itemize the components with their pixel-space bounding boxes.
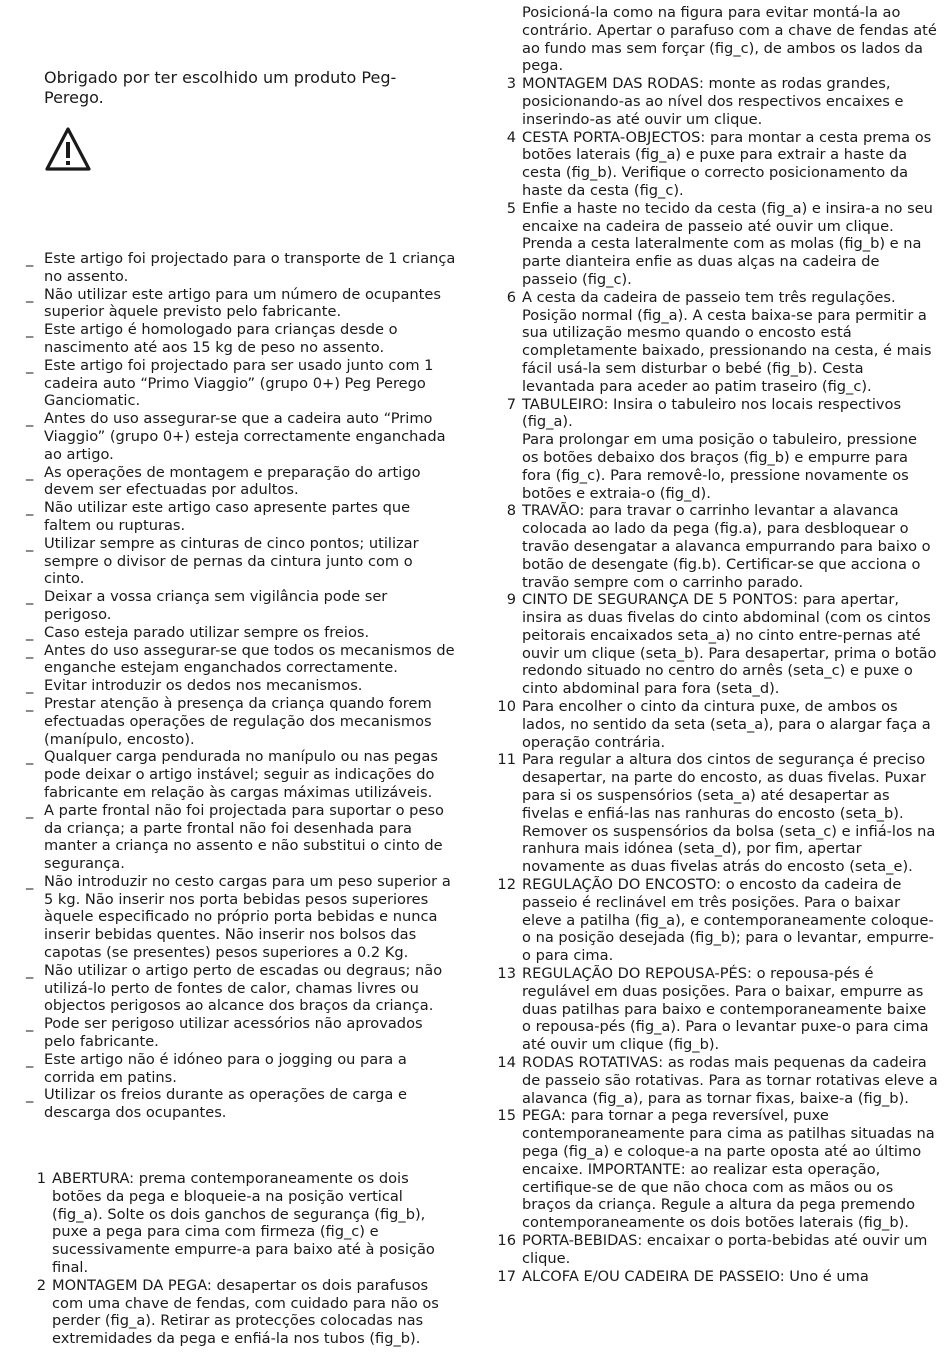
warning-item (26, 802, 456, 873)
step-number: 3 (506, 75, 516, 93)
left-column (26, 68, 456, 1348)
bullet-dash: _ (26, 499, 34, 517)
step-text: Para encolher o cinto da cintura puxe, de ambos os lados, no sentido da seta (seta_a), para o alargar faça a operação contrária. (522, 698, 931, 751)
step-item (496, 396, 938, 503)
bullet-dash: _ (26, 1015, 34, 1033)
warning-item (26, 1051, 456, 1087)
step-text: ABERTURA: prema contemporaneamente os dois botões da pega e bloqueie-a na posição vertical (fig_a). Solte os dois ganchos de segurança (fig_b), puxe a pega para cima com firmeza (fig_c) e sucessivamente empurre-a para baixo até à posição final. (52, 1170, 435, 1277)
warning-text: Este artigo foi projectado para ser usado junto com 1 cadeira auto “Primo Viaggio” (grupo 0+) Peg Perego Ganciomatic. (44, 356, 434, 410)
warning-item (26, 642, 456, 678)
warning-item (26, 410, 456, 463)
step-item (496, 965, 938, 1054)
step-item (496, 1268, 938, 1286)
step-number: 17 (497, 1267, 516, 1285)
bullet-dash: _ (26, 588, 34, 606)
warning-item (26, 962, 456, 1015)
steps-list-right (496, 4, 938, 75)
warning-item (26, 250, 456, 286)
warning-text: Evitar introduzir os dedos nos mecanismos. (44, 677, 363, 695)
bullet-dash: _ (26, 623, 34, 641)
step-continuation: Posicioná-la como na figura para evitar montá-la ao contrário. Apertar o parafuso com a chave de fendas até ao fundo mas sem forçar (fig_c), de ambos os lados da pega. (522, 4, 937, 75)
warning-item (26, 677, 456, 695)
step-item (496, 698, 938, 751)
bullet-dash: _ (26, 694, 34, 712)
warning-text: Este artigo é homologado para crianças desde o nascimento até aos 15 kg de peso no assento. (44, 321, 398, 356)
warning-text: As operações de montagem e preparação do artigo devem ser efectuadas por adultos. (44, 463, 421, 499)
warning-item (26, 1015, 456, 1051)
warning-text: Não utilizar este artigo caso apresente partes que faltem ou rupturas. (44, 499, 411, 534)
step-text: PORTA-BEBIDAS: encaixar o porta-bebidas até ouvir um clique. (522, 1231, 928, 1267)
warning-text: Antes do uso assegurar-se que a cadeira auto “Primo Viaggio” (grupo 0+) esteja correctamente enganchada ao artigo. (44, 410, 446, 463)
warning-text: Antes do uso assegurar-se que todos os mecanismos de enganche estejam enganchados correctamente. (44, 641, 455, 677)
warning-item (26, 748, 456, 801)
bullet-dash: _ (26, 1050, 34, 1068)
step-number: 4 (506, 128, 516, 146)
step-number: 7 (506, 395, 516, 413)
bullet-dash: _ (26, 748, 34, 766)
step-text: MONTAGEM DAS RODAS: monte as rodas grandes, posicionando-as ao nível dos respectivos encaixes e inserindo-as até ouvir um clique. (522, 75, 904, 128)
warning-text: Não utilizar este artigo para um número de ocupantes superior àquele previsto pelo fabricante. (44, 285, 441, 321)
warning-text: Utilizar os freios durante as operações de carga e descarga dos ocupantes. (44, 1086, 407, 1122)
warning-item (26, 1086, 456, 1122)
step-text: CESTA PORTA-OBJECTOS: para montar a cesta prema os botões laterais (fig_a) e puxe para extrair a haste da cesta (fig_b). Verifique o correcto posicionamento da haste da cesta (fig_c). (522, 128, 932, 199)
bullet-dash: _ (26, 641, 34, 659)
step-number: 13 (497, 965, 516, 983)
step-text: A cesta da cadeira de passeio tem três regulações. Posição normal (fig_a). A cesta baixa-se para permitir a sua utilização mesmo quando o encosto está completamente baixado, pressionando na cesta, é mais fácil usá-la sem disturbar o bebé (fig_b). Cesta levantada para aceder ao patim traseiro (fig_c). (522, 288, 932, 395)
warning-item (26, 588, 456, 624)
bullet-dash: _ (26, 801, 34, 819)
step-number: 15 (497, 1107, 516, 1125)
warning-text: Este artigo foi projectado para o transporte de 1 criança no assento. (44, 250, 456, 285)
intro-text: Obrigado por ter escolhido um produto Peg-Perego. (44, 68, 397, 107)
warning-item (26, 535, 456, 588)
step-text: RODAS ROTATIVAS: as rodas mais pequenas da cadeira de passeio são rotativas. Para as tornar rotativas eleve a alavanca (fig_a), para as tornar fixas, baixe-a (fig_b). (522, 1054, 938, 1107)
step-text: TABULEIRO: Insira o tabuleiro nos locais respectivos (fig_a). (522, 395, 902, 431)
warning-text: Este artigo não é idóneo para o jogging ou para a corrida em patins. (44, 1050, 407, 1086)
step-text: REGULAÇÃO DO ENCOSTO: o encosto da cadeira de passeio é reclinável em três posições. Para o baixar eleve a patilha (fig_a), e contemporaneamente coloque-o na posição desejada (fig_b); para o levantar, empurre-o para cima. (522, 876, 934, 965)
step-text: PEGA: para tornar a pega reversível, puxe contemporaneamente para cima as patilhas situadas na pega (fig_a) e coloque-a na parte oposta até ao último encaixe. IMPORTANTE: ao realizar esta operação, certifique-se de que não choca com as mãos ou os braços da criança. Regule a altura da pega premendo contemporaneamente os dois botões laterais (fig_b). (522, 1107, 935, 1232)
step-text: TRAVÃO: para travar o carrinho levantar a alavanca colocada ao lado da pega (fig.a), para desbloquear o travão desengatar a alavanca empurrando para baixo o botão de desengate (fig.b). Certificar-se que acciona o travão sempre com o carrinho parado. (522, 502, 931, 591)
step-number: 8 (506, 502, 516, 520)
step-text: REGULAÇÃO DO REPOUSA-PÉS: o repousa-pés é regulável em duas posições. Para o baixar, empurre as duas patilhas para baixo e contemporaneamente baixe o repousa-pés (fig_a). Para o levantar puxe-o para cima até ouvir um clique (fig_b). (522, 965, 929, 1054)
warning-item (26, 873, 456, 962)
bullet-dash: _ (26, 872, 34, 890)
steps-list-left (26, 1170, 456, 1348)
step-number: 12 (497, 876, 516, 894)
step-item (496, 289, 938, 396)
warning-item (26, 624, 456, 642)
step-number: 11 (497, 751, 516, 769)
warning-text: Não utilizar o artigo perto de escadas ou degraus; não utilizá-lo perto de fontes de calor, chamas livres ou objectos perigosos ao alcance dos braços da criança. (44, 961, 443, 1015)
warning-item (26, 286, 456, 322)
bullet-dash: _ (26, 677, 34, 695)
warning-text: Não introduzir no cesto cargas para um peso superior a 5 kg. Não inserir nos porta bebidas pesos superiores àquele especificado no próprio porta bebidas e nunca inserir bebidas quentes. Não inserir nos bolsos das capotas (se presentes) pesos superiores a 0.2 Kg. (44, 872, 451, 962)
warnings-list (26, 250, 456, 1122)
bullet-dash: _ (26, 321, 34, 339)
step-text: Para regular a altura dos cintos de segurança é preciso desapertar, na parte do encosto, as duas fivelas. Puxar para si os suspensórios (seta_a) até desapertar as fivelas e enfiá-las nas ranhuras do encosto (seta_b). Remover os suspensórios da bolsa (seta_c) e infiá-los na ranhura mais idónea (seta_d), por fim, apertar novamente as duas fivelas atrás do encosto (seta_e). (522, 751, 936, 876)
bullet-dash: _ (26, 250, 34, 267)
step-item (496, 75, 938, 128)
warning-text: Pode ser perigoso utilizar acessórios não aprovados pelo fabricante. (44, 1015, 423, 1051)
warning-item (26, 499, 456, 535)
warning-item (26, 321, 456, 357)
bullet-dash: _ (26, 356, 34, 374)
bullet-dash: _ (26, 1086, 34, 1104)
steps-list-right-numbered (496, 75, 938, 1285)
step-number: 9 (506, 591, 516, 609)
step-number: 6 (506, 288, 516, 306)
bullet-dash: _ (26, 534, 34, 552)
step-item (26, 1170, 456, 1277)
step-item (496, 129, 938, 200)
step-item (496, 1054, 938, 1107)
bullet-dash: _ (26, 410, 34, 428)
step-item (496, 1232, 938, 1268)
step-number: 1 (36, 1170, 46, 1188)
right-column (496, 4, 938, 1285)
warning-item (26, 464, 456, 500)
step-item (496, 876, 938, 965)
step-number: 10 (497, 698, 516, 716)
step-text: MONTAGEM DA PEGA: desapertar os dois parafusos com uma chave de fendas, com cuidado para não os perder (fig_a). Retirar as protecções colocadas nas extremidades da pega e enfiá-la nos tubos (fig_b). (52, 1276, 439, 1348)
step-text: Enfie a haste no tecido da cesta (fig_a) e insira-a no seu encaixe na cadeira de passeio até ouvir um clique. Prenda a cesta lateralmente com as molas (fig_b) e na parte dianteira enfie as duas alças na cadeira de passeio (fig_c). (522, 199, 933, 288)
step-number: 14 (497, 1054, 516, 1072)
step-item (496, 502, 938, 591)
step-text: CINTO DE SEGURANÇA DE 5 PONTOS: para apertar, insira as duas fivelas do cinto abdominal (com os cintos peitorais encaixados seta_a) no cinto entre-pernas até ouvir um clique (seta_b). Para desapertar, prima o botão redondo situado no centro do arnês (seta_c) e puxe o cinto abdominal para fora (seta_d). (522, 591, 937, 698)
step-item (496, 591, 938, 698)
step-item (26, 1277, 456, 1348)
bullet-dash: _ (26, 463, 34, 481)
warning-item (26, 357, 456, 410)
warning-text: A parte frontal não foi projectada para suportar o peso da criança; a parte frontal não foi desenhada para manter a criança no assento e não substitui o cinto de segurança. (44, 801, 444, 873)
step-number: 16 (497, 1231, 516, 1249)
bullet-dash: _ (26, 961, 34, 979)
warning-text: Deixar a vossa criança sem vigilância pode ser perigoso. (44, 588, 388, 623)
warning-item (26, 695, 456, 748)
warning-text: Utilizar sempre as cinturas de cinco pontos; utilizar sempre o divisor de pernas da cintura junto com o cinto. (44, 534, 419, 588)
step-text-continued: Para prolongar em uma posição o tabuleiro, pressione os botões debaixo dos braços (fig_b) e empurre para fora (fig_c). Para removê-lo, pressione novamente os botões e extraia-o (fig_d). (522, 431, 917, 502)
warning-text: Prestar atenção à presença da criança quando forem efectuadas operações de regulação dos mecanismos (manípulo, encosto). (44, 694, 432, 748)
bullet-dash: _ (26, 285, 34, 303)
step-item (496, 1107, 938, 1232)
step-number: 5 (506, 199, 516, 217)
warning-triangle-icon (44, 126, 92, 172)
warning-text: Qualquer carga pendurada no manípulo ou nas pegas pode deixar o artigo instável; seguir as indicações do fabricante em relação às cargas máximas utilizáveis. (44, 748, 438, 801)
warning-text: Caso esteja parado utilizar sempre os freios. (44, 623, 370, 641)
step-number: 2 (36, 1276, 46, 1294)
step-item (496, 751, 938, 876)
step-item (496, 200, 938, 289)
step-text: ALCOFA E/OU CADEIRA DE PASSEIO: Uno é uma (522, 1267, 869, 1285)
